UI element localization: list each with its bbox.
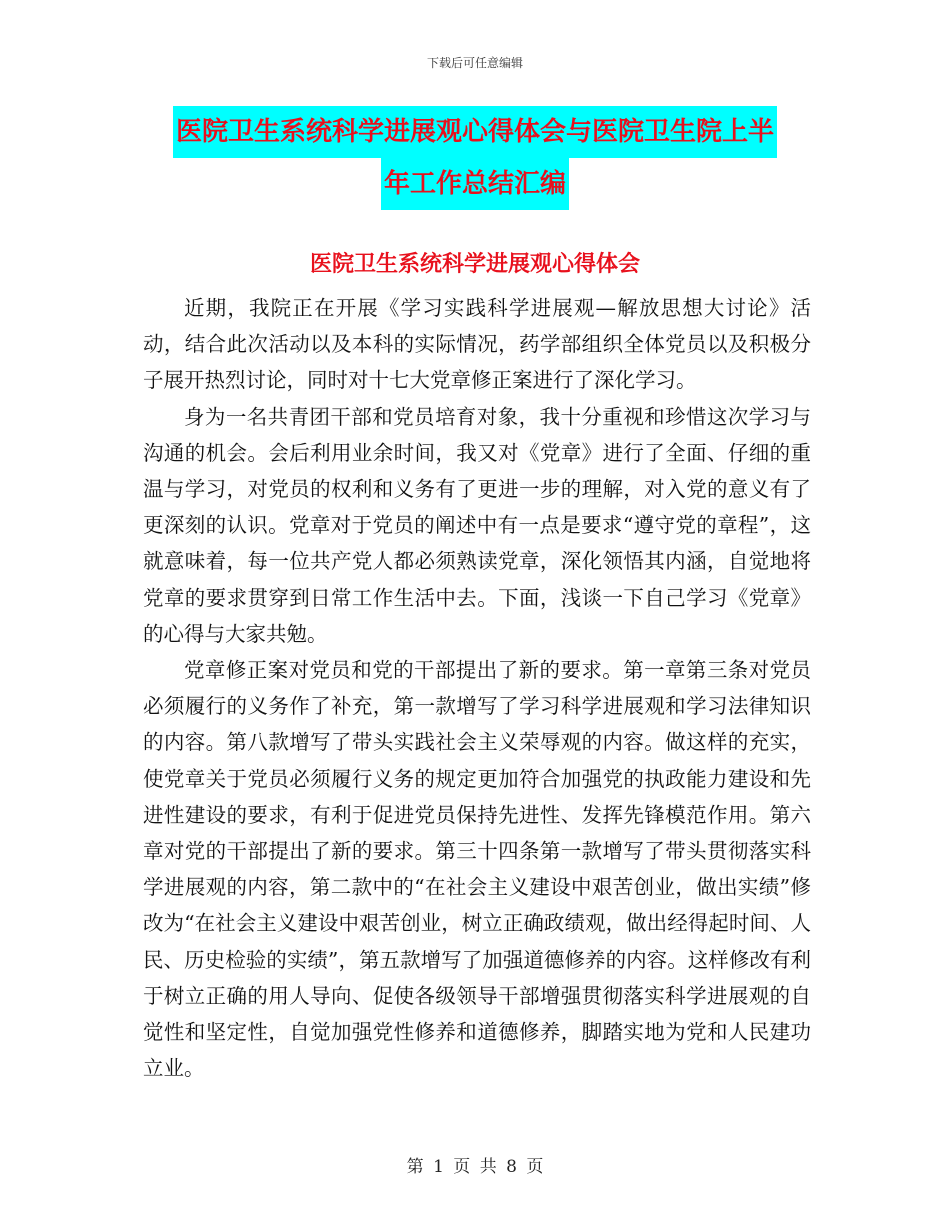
page-footer: 第 1 页 共 8 页 [406,1157,544,1177]
document-title-line-1: 医院卫生系统科学进展观心得体会与医院卫生院上半 [173,106,777,158]
section-title: 医院卫生系统科学进展观心得体会 [309,251,640,277]
body-text [143,290,811,1086]
document-title-line-2: 年工作总结汇编 [381,158,569,210]
header-note: 下载后可任意编辑 [426,56,523,70]
document-title [0,106,950,210]
paragraph-1: 近期，我院正在开展《学习实践科学进展观—解放思想大讨论》活动，结合此次活动以及本科的实际情况，药学部组织全体党员以及积极分子展开热烈讨论，同时对十七大党章修正案进行了深化学习。 [143,296,811,393]
paragraph-2: 身为一名共青团干部和党员培育对象，我十分重视和珍惜这次学习与沟通的机会。会后利用业余时间，我又对《党章》进行了全面、仔细的重温与学习，对党员的权利和义务有了更进一步的理解，对入党的意义有了更深刻的认识。党章对于党员的阐述中有一点是要求“遵守党的章程”，这就意味着，每一位共产党人都必须熟读党章，深化领悟其内涵，自觉地将党章的要求贯穿到日常工作生活中去。下面，浅谈一下自己学习《党章》的心得与大家共勉。 [143,404,811,646]
paragraph-3: 党章修正案对党员和党的干部提出了新的要求。第一章第三条对党员必须履行的义务作了补充，第一款增写了学习科学进展观和学习法律知识的内容。第八款增写了带头实践社会主义荣辱观的内容。做这样的充实，使党章关于党员必须履行义务的规定更加符合加强党的执政能力建设和先进性建设的要求，有利于促进党员保持先进性、发挥先锋模范作用。第六章对党的干部提出了新的要求。第三十四条第一款增写了带头贯彻落实科学进展观的内容，第二款中的“在社会主义建设中艰苦创业，做出实绩”修改为“在社会主义建设中艰苦创业，树立正确政绩观，做出经得起时间、人民、历史检验的实绩”，第五款增写了加强道德修养的内容。这样修改有利于树立正确的用人导向、促使各级领导干部增强贯彻落实科学进展观的自觉性和坚定性，自觉加强党性修养和道德修养，脚踏实地为党和人民建功立业。 [143,658,811,1081]
